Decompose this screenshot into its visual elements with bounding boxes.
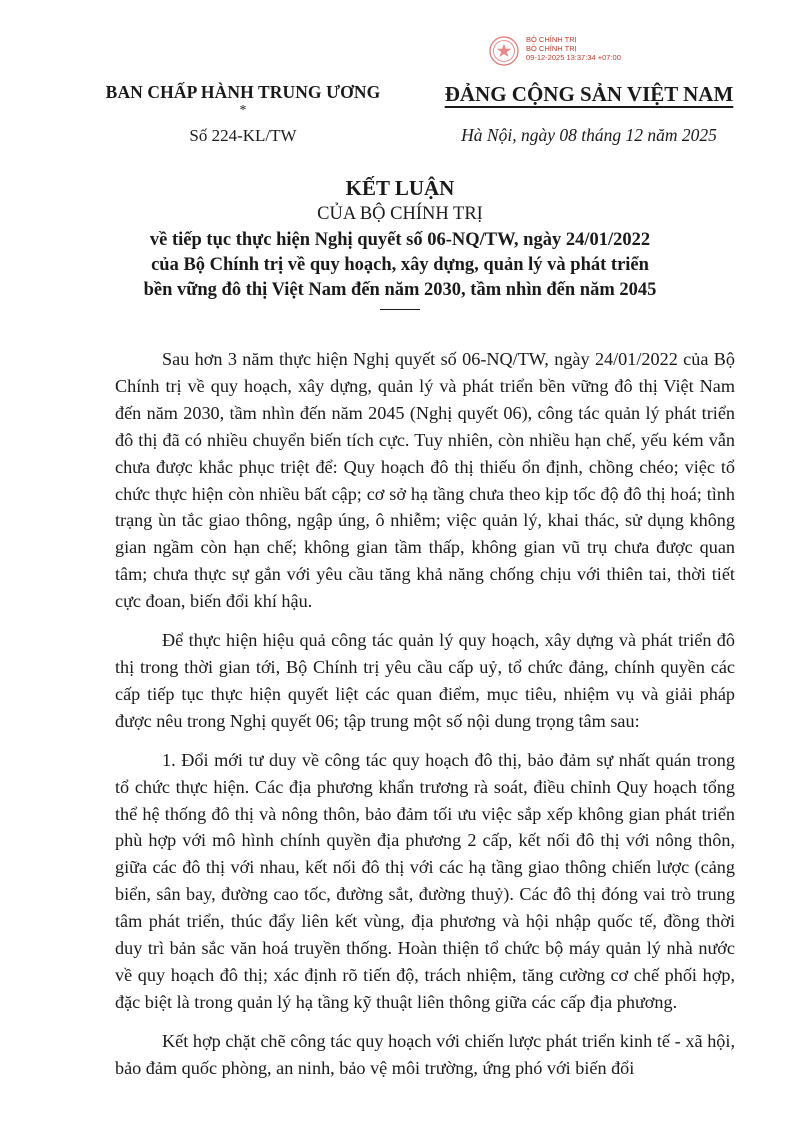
document-number: Số 224-KL/TW — [189, 126, 297, 145]
document-title — [70, 176, 730, 310]
body-paragraph: 1. Đổi mới tư duy về công tác quy hoạch đô thị, bảo đảm sự nhất quán trong tổ chức thực hiện. Các địa phương khẩn trương rà soát, điều chỉnh Quy hoạch tổng thể hệ thống đô thị và nông thôn, bảo đảm tối ưu việc sắp xếp không gian phát triển phù hợp với mô hình chính quyền địa phương 2 cấp, kết nối đô thị với nông thôn, giữa các đô thị với nhau, kết nối đô thị với các hạ tầng giao thông chiến lược (cảng biển, sân bay, đường cao tốc, đường sắt, đường thuỷ). Các đô thị đóng vai trò trung tâm phát triển, thúc đẩy liên kết vùng, địa phương và hội nhập quốc tế, đồng thời duy trì bản sắc văn hoá truyền thống. Hoàn thiện tổ chức bộ máy quản lý nhà nước về quy hoạch đô thị; xác định rõ tiến độ, trách nhiệm, tăng cường cơ chế phối hợp, đặc biệt là trong quản lý hạ tầng kỹ thuật liên thông giữa các cấp địa phương. — [115, 749, 735, 1012]
digital-signature-stamp — [488, 33, 663, 71]
organization-name: BAN CHẤP HÀNH TRUNG ƯƠNG — [105, 82, 381, 102]
stamp-line-1: BỘ CHÍNH TRỊ — [526, 35, 577, 44]
document-body — [115, 346, 735, 1094]
body-paragraph: Sau hơn 3 năm thực hiện Nghị quyết số 06-NQ/TW, ngày 24/01/2022 của Bộ Chính trị về quy hoạch, xây dựng, quản lý và phát triển bền vững đô thị Việt Nam đến năm 2030, tầm nhìn đến năm 2045 (Nghị quyết 06), công tác quản lý phát triển đô thị đã có nhiều chuyển biến tích cực. Tuy nhiên, còn nhiều hạn chế, yếu kém vẫn chưa được khắc phục triệt để: Quy hoạch đô thị thiếu ổn định, chồng chéo; việc tổ chức thực hiện còn nhiều bất cập; cơ sở hạ tầng chưa theo kịp tốc độ đô thị hoá; tình trạng ùn tắc giao thông, ngập úng, ô nhiễm; việc quản lý, khai thác, sử dụng không gian ngầm còn hạn chế; không gian tầm thấp, không gian vũ trụ chưa được quan tâm; chưa thực sự gắn với yêu cầu tăng khả năng chống chịu với thiên tai, thời tiết cực đoan, biến đổi khí hậu. — [115, 349, 735, 612]
seal-icon — [488, 35, 520, 67]
body-paragraph: Để thực hiện hiệu quả công tác quản lý quy hoạch, xây dựng và phát triển đô thị trong thời gian tới, Bộ Chính trị yêu cầu cấp uỷ, tổ chức đảng, chính quyền các cấp tiếp tục thực hiện quyết liệt các quan điểm, mục tiêu, nhiệm vụ và giải pháp được nêu trong Nghị quyết 06; tập trung một số nội dung trọng tâm sau: — [115, 630, 735, 731]
party-name: ĐẢNG CỘNG SẢN VIỆT NAM — [444, 82, 734, 106]
title-issuer: CỦA BỘ CHÍNH TRỊ — [317, 204, 483, 224]
title-subject-line: của Bộ Chính trị về quy hoạch, xây dựng, quản lý và phát triển — [151, 255, 649, 275]
title-subject-line: bền vững đô thị Việt Nam đến năm 2030, tầm nhìn đến năm 2045 — [143, 280, 657, 300]
title-subject-line: về tiếp tục thực hiện Nghị quyết số 06-NQ/TW, ngày 24/01/2022 — [149, 230, 651, 250]
stamp-timestamp: 09-12-2025 13:37:34 +07:00 — [526, 53, 621, 62]
header-right — [428, 82, 750, 146]
stamp-line-2: BỘ CHÍNH TRỊ — [526, 44, 577, 53]
body-paragraph: Kết hợp chặt chẽ công tác quy hoạch với chiến lược phát triển kinh tế - xã hội, bảo đảm quốc phòng, an ninh, bảo vệ môi trường, ứng phó với biến đổi — [115, 1030, 735, 1078]
header-star: * — [239, 103, 247, 118]
stamp-text — [526, 35, 621, 62]
place-date: Hà Nội, ngày 08 tháng 12 năm 2025 — [461, 125, 717, 145]
title-main: KẾT LUẬN — [345, 176, 455, 200]
header-left — [78, 82, 408, 146]
title-divider — [380, 309, 420, 310]
